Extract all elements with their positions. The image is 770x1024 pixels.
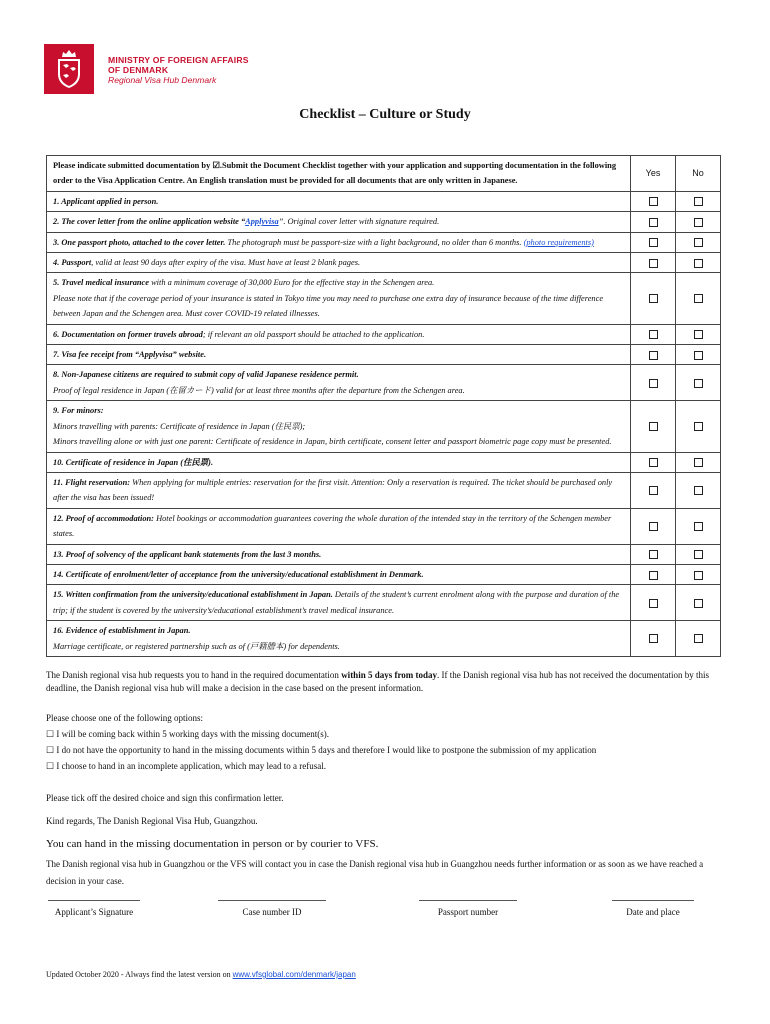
table-row bbox=[47, 621, 721, 657]
row-text bbox=[47, 401, 631, 452]
ministry-logo bbox=[44, 44, 264, 94]
row-detail-text: Proof of legal residence in Japan (在留カード) valid for at least three months after the departure from the Schengen area. bbox=[53, 385, 465, 395]
checkbox-no[interactable] bbox=[694, 458, 703, 467]
checkbox-yes[interactable] bbox=[649, 351, 658, 360]
row-bold-text: 12. Proof of accommodation: bbox=[53, 513, 154, 523]
checkbox-no[interactable] bbox=[694, 218, 703, 227]
checkbox-no[interactable] bbox=[694, 571, 703, 580]
danish-coat-of-arms-icon bbox=[44, 44, 94, 94]
checkbox-no[interactable] bbox=[694, 379, 703, 388]
row-text bbox=[47, 253, 631, 273]
option-come-back[interactable]: ☐ I will be coming back within 5 working days with the missing document(s). bbox=[46, 729, 330, 739]
deadline-emphasis: within 5 days from today bbox=[341, 670, 438, 680]
row-bold-text: 4. Passport bbox=[53, 258, 92, 268]
row-text bbox=[47, 273, 631, 324]
choose-options-text: Please choose one of the following options: bbox=[46, 713, 203, 723]
table-row bbox=[47, 232, 721, 252]
row-bold-text: 5. Travel medical insurance bbox=[53, 278, 149, 288]
checkbox-no[interactable] bbox=[694, 197, 703, 206]
checkbox-no[interactable] bbox=[694, 351, 703, 360]
row-detail-text: ”. Original cover letter with signature required. bbox=[278, 217, 440, 227]
checkbox-no[interactable] bbox=[694, 550, 703, 559]
row-text: 7. Visa fee receipt from “Applyvisa” website. bbox=[47, 345, 631, 365]
row-bold-text: 2. The cover letter from the online application website “ bbox=[53, 217, 246, 227]
row-note-text: Please note that if the coverage period of your insurance is stated in Tokyo time you may need to purchase one extra day of insurance because of the time difference between Japan and the Schengen area. Must cover COVID-19 related illnesses. bbox=[53, 293, 604, 319]
table-row bbox=[47, 508, 721, 544]
deadline-paragraph bbox=[46, 669, 726, 695]
hand-in-heading: You can hand in the missing documentation in person or by courier to VFS. bbox=[46, 838, 379, 850]
row-bold-text: 3. One passport photo, attached to the cover letter. bbox=[53, 237, 226, 247]
option-incomplete[interactable]: ☐ I choose to hand in an incomplete application, which may lead to a refusal. bbox=[46, 761, 326, 771]
table-row bbox=[47, 191, 721, 211]
checkbox-yes[interactable] bbox=[649, 422, 658, 431]
row-text bbox=[47, 472, 631, 508]
date-place-field[interactable] bbox=[608, 900, 698, 917]
row-text: 13. Proof of solvency of the applicant bank statements from the last 3 months. bbox=[47, 544, 631, 564]
checkbox-yes[interactable] bbox=[649, 522, 658, 531]
row-text bbox=[47, 324, 631, 344]
checkbox-yes[interactable] bbox=[649, 599, 658, 608]
footer-text: Updated October 2020 - Always find the latest version on bbox=[46, 970, 233, 979]
row-text bbox=[47, 508, 631, 544]
checkbox-yes[interactable] bbox=[649, 486, 658, 495]
kind-regards: Kind regards, The Danish Regional Visa Hub, Guangzhou. bbox=[46, 816, 258, 826]
checkbox-yes[interactable] bbox=[649, 330, 658, 339]
row-text bbox=[47, 232, 631, 252]
logo-line-hub: Regional Visa Hub Denmark bbox=[108, 75, 217, 85]
vfs-link[interactable]: www.vfsglobal.com/denmark/japan bbox=[232, 970, 356, 979]
deadline-text-rest: . If the Danish regional visa hub has not received the documentation by this deadline, the Danish regional visa hub will make a decision in the case based on the present information. bbox=[46, 670, 709, 693]
checkbox-yes[interactable] bbox=[649, 238, 658, 247]
checkbox-yes[interactable] bbox=[649, 634, 658, 643]
row-text bbox=[47, 212, 631, 232]
row-text bbox=[47, 585, 631, 621]
table-header-row bbox=[47, 156, 721, 192]
photo-requirements-link[interactable]: (photo requirements) bbox=[523, 237, 594, 247]
row-text bbox=[47, 365, 631, 401]
row-detail-text: with a minimum coverage of 30,000 Euro for the effective stay in the Schengen area. bbox=[149, 278, 435, 288]
checkbox-yes[interactable] bbox=[649, 379, 658, 388]
table-row bbox=[47, 544, 721, 564]
date-place-label: Date and place bbox=[626, 907, 680, 917]
row-detail-text: Details of the student’s current enrolment along with the purpose and duration of the trip; if the student is covered by the university’s/educational establishment’s travel medical insurance. bbox=[53, 590, 620, 615]
checkbox-no[interactable] bbox=[694, 294, 703, 303]
tick-instruction: Please tick off the desired choice and sign this confirmation letter. bbox=[46, 793, 284, 803]
row-bold-text: 15. Written confirmation from the university/educational establishment in Japan. bbox=[53, 590, 333, 600]
row-text: 1. Applicant applied in person. bbox=[47, 191, 631, 211]
table-row bbox=[47, 345, 721, 365]
column-header-no: No bbox=[676, 156, 721, 192]
table-row bbox=[47, 253, 721, 273]
table-row bbox=[47, 365, 721, 401]
row-detail-text: , valid at least 90 days after expiry of the visa. Must have at least 2 blank pages. bbox=[91, 258, 361, 268]
row-detail-text: The photograph must be passport-size with a light background, no older than 6 months. bbox=[225, 237, 524, 247]
row-bold-text: 8. Non-Japanese citizens are required to submit copy of valid Japanese residence permit. bbox=[53, 370, 359, 380]
column-header-yes: Yes bbox=[631, 156, 676, 192]
applyvisa-link[interactable]: Applyvisa bbox=[245, 217, 279, 227]
checkbox-yes[interactable] bbox=[649, 218, 658, 227]
checkbox-yes[interactable] bbox=[649, 197, 658, 206]
row-note-text: Minors travelling alone or with just one parent: Certificate of residence in Japan, birth certificate, consent letter and passport biometric page copy must be presented. bbox=[53, 437, 612, 447]
table-row bbox=[47, 472, 721, 508]
checkbox-no[interactable] bbox=[694, 522, 703, 531]
table-row bbox=[47, 564, 721, 584]
checkbox-yes[interactable] bbox=[649, 259, 658, 268]
table-intro: Please indicate submitted documentation by ☑.Submit the Document Checklist together with your application and supporting documentation in the following order to the Visa Application Centre. An English translation must be provided for all documents that are only written in Japanese. bbox=[47, 156, 631, 192]
row-text: 14. Certificate of enrolment/letter of acceptance from the university/educational establishment in Denmark. bbox=[47, 564, 631, 584]
passport-number-label: Passport number bbox=[437, 907, 499, 917]
logo-line-ministry: MINISTRY OF FOREIGN AFFAIRS bbox=[108, 55, 249, 65]
case-number-label: Case number ID bbox=[242, 907, 302, 917]
deadline-text: The Danish regional visa hub requests you to hand in the required documentation bbox=[46, 670, 342, 680]
row-text bbox=[47, 621, 631, 657]
checkbox-no[interactable] bbox=[694, 599, 703, 608]
checkbox-yes[interactable] bbox=[649, 571, 658, 580]
row-detail-text: Marriage certificate, or registered partnership such as of (戸籍謄本) for dependents. bbox=[53, 641, 340, 651]
option-postpone[interactable]: ☐ I do not have the opportunity to hand in the missing documents within 5 days and therefore I would like to postpone the submission of my application bbox=[46, 745, 597, 755]
row-detail-text: Hotel bookings or accommodation guarantees covering the whole duration of the intended stay in the territory of the Schengen member states. bbox=[53, 513, 612, 539]
row-detail-text: Minors travelling with parents: Certificate of residence in Japan (住民票); bbox=[53, 421, 306, 431]
checkbox-no[interactable] bbox=[694, 634, 703, 643]
page-title: Checklist – Culture or Study bbox=[299, 107, 471, 122]
applicant-signature-field[interactable] bbox=[44, 900, 144, 917]
checklist-table bbox=[46, 155, 721, 657]
checkbox-yes[interactable] bbox=[649, 294, 658, 303]
checkbox-yes[interactable] bbox=[649, 458, 658, 467]
row-text: 10. Certificate of residence in Japan (住民票). bbox=[47, 452, 631, 472]
table-row bbox=[47, 585, 721, 621]
row-bold-text: 11. Flight reservation: bbox=[53, 477, 131, 487]
row-bold-text: 9. For minors: bbox=[53, 406, 104, 416]
checkbox-no[interactable] bbox=[694, 259, 703, 268]
case-number-field[interactable] bbox=[216, 900, 328, 917]
table-row bbox=[47, 401, 721, 452]
checkbox-no[interactable] bbox=[694, 422, 703, 431]
table-row bbox=[47, 273, 721, 324]
row-detail-text: When applying for multiple entries: reservation for the first visit. Attention: Only a reservation is required. The ticket should be purchased only after the visa has been issued! bbox=[53, 477, 613, 503]
checkbox-yes[interactable] bbox=[649, 550, 658, 559]
passport-number-field[interactable] bbox=[418, 900, 518, 917]
checkbox-no[interactable] bbox=[694, 238, 703, 247]
row-bold-text: 16. Evidence of establishment in Japan. bbox=[53, 626, 191, 636]
contact-paragraph: The Danish regional visa hub in Guangzhou or the VFS will contact you in case the Danish regional visa hub in Guangzhou needs further information or as soon as we have reached a decision in your case. bbox=[46, 859, 704, 886]
footer bbox=[46, 970, 356, 979]
table-row bbox=[47, 452, 721, 472]
checkbox-no[interactable] bbox=[694, 330, 703, 339]
row-detail-text: ; if relevant an old passport should be attached to the application. bbox=[202, 329, 425, 339]
table-row bbox=[47, 212, 721, 232]
checkbox-no[interactable] bbox=[694, 486, 703, 495]
table-row bbox=[47, 324, 721, 344]
row-bold-text: 6. Documentation on former travels abroad bbox=[53, 329, 203, 339]
applicant-signature-label: Applicant’s Signature bbox=[54, 907, 134, 917]
logo-line-denmark: OF DENMARK bbox=[108, 65, 169, 75]
